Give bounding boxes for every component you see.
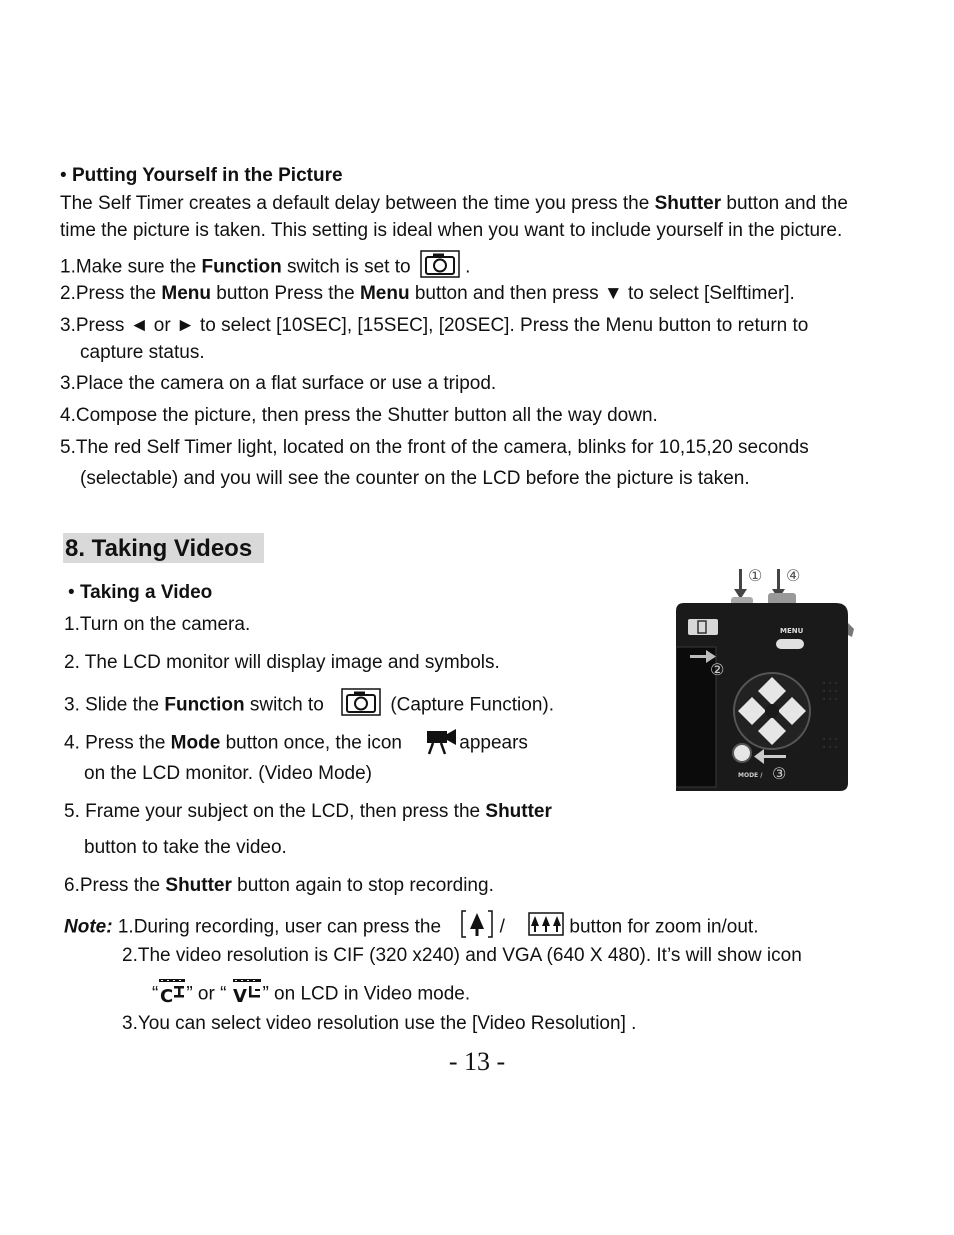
text: switch is set to	[287, 256, 411, 278]
bold-function: Function	[164, 694, 245, 716]
camera-icon	[341, 688, 381, 723]
callout-3: ③	[772, 764, 787, 783]
note-line2: 2.The video resolution is CIF (320 x240) and VGA (640 X 480). It’s will show icon	[122, 945, 802, 966]
videos-step3	[64, 688, 554, 723]
text: button once, the icon	[225, 732, 402, 754]
text: The Self Timer creates a default delay between the time you press the	[60, 193, 650, 214]
callout-1: ①	[748, 566, 763, 585]
mode-label: MODE /	[738, 772, 763, 779]
selftimer-step5-line1: 5.The red Self Timer light, located on the front of the camera, blinks for 10,15,20 seconds	[60, 437, 809, 458]
section-title: 8. Taking Videos	[65, 535, 253, 562]
videos-step5-line1	[64, 800, 552, 824]
svg-text:V: V	[233, 986, 248, 1004]
selftimer-step1	[60, 250, 470, 285]
selftimer-step2	[60, 282, 795, 306]
cif-resolution-icon	[158, 978, 186, 1011]
vga-resolution-icon	[232, 978, 262, 1011]
bold-shutter: Shutter	[165, 875, 232, 896]
bold-function: Function	[201, 256, 282, 278]
videos-subheading-text: Taking a Video	[79, 582, 213, 603]
zoom-tele-icon	[460, 909, 494, 946]
camera-back-photo	[676, 563, 856, 799]
text: (Capture Function).	[390, 694, 555, 716]
camera-icon	[420, 250, 460, 285]
text: 6.Press the	[64, 875, 161, 896]
selftimer-step4: 4.Compose the picture, then press the Shutter button all the way down.	[60, 405, 658, 426]
text: /	[499, 916, 505, 938]
videos-step6	[64, 874, 494, 898]
videos-step4-line2: on the LCD monitor. (Video Mode)	[84, 763, 372, 784]
callout-4: ④	[786, 566, 801, 585]
bullet: •	[68, 582, 75, 603]
text: 2.Press the	[60, 283, 157, 304]
bold-menu: Menu	[359, 283, 410, 304]
note-line3: 3.You can select video resolution use the [Video Resolution] .	[122, 1013, 637, 1034]
text: 5. Frame your subject on the LCD, then press the	[64, 801, 481, 822]
text: button and the	[726, 193, 848, 214]
bullet: •	[60, 165, 67, 186]
text: switch to	[249, 694, 324, 716]
bold-shutter: Shutter	[485, 801, 552, 822]
text: button again to stop recording.	[237, 875, 494, 896]
videos-step4-line1	[64, 725, 528, 762]
videos-step5-line2: button to take the video.	[84, 837, 287, 858]
selftimer-intro-line1	[60, 192, 848, 216]
text: 1.During recording, user can press the	[117, 916, 442, 938]
videos-step2: 2. The LCD monitor will display image and symbols.	[64, 652, 500, 673]
zoom-wide-icon	[528, 912, 564, 943]
svg-text:C: C	[160, 986, 174, 1004]
video-camera-icon	[425, 725, 459, 762]
text: 3. Slide the	[64, 694, 160, 716]
text: 4. Press the	[64, 732, 166, 754]
callout-2: ②	[710, 660, 725, 679]
selftimer-heading	[60, 164, 343, 188]
page-number: - 13 -	[448, 1047, 506, 1076]
text: button for zoom in/out.	[569, 916, 759, 938]
selftimer-heading-text: Putting Yourself in the Picture	[71, 165, 343, 186]
text: ” on LCD in Video mode.	[262, 983, 471, 1005]
selftimer-step5-line2: (selectable) and you will see the counter on the LCD before the picture is taken.	[80, 468, 750, 489]
selftimer-step3a-line2: capture status.	[80, 342, 205, 363]
text: button and then press ▼ to select [Selftimer].	[414, 283, 795, 304]
text: .	[465, 256, 471, 278]
text: “	[152, 983, 159, 1005]
text: appears	[459, 732, 528, 754]
videos-step1: 1.Turn on the camera.	[64, 614, 251, 635]
note-line1	[64, 909, 758, 946]
text: button Press the	[216, 283, 355, 304]
bold-mode: Mode	[170, 732, 221, 754]
note-line2b	[152, 978, 470, 1011]
selftimer-step3a-line1: 3.Press ◄ or ► to select [10SEC], [15SEC], [20SEC]. Press the Menu button to return to	[60, 315, 809, 336]
note-label: Note:	[64, 916, 113, 938]
menu-label: MENU	[780, 627, 804, 635]
selftimer-intro-line2: time the picture is taken. This setting is ideal when you want to include yourself in the picture.	[60, 220, 843, 241]
text: 1.Make sure the	[60, 256, 197, 278]
selftimer-step3b: 3.Place the camera on a flat surface or use a tripod.	[60, 373, 497, 394]
bold-shutter: Shutter	[654, 193, 722, 214]
videos-subheading	[68, 581, 212, 605]
bold-menu: Menu	[161, 283, 211, 304]
text: ” or “	[186, 983, 227, 1005]
